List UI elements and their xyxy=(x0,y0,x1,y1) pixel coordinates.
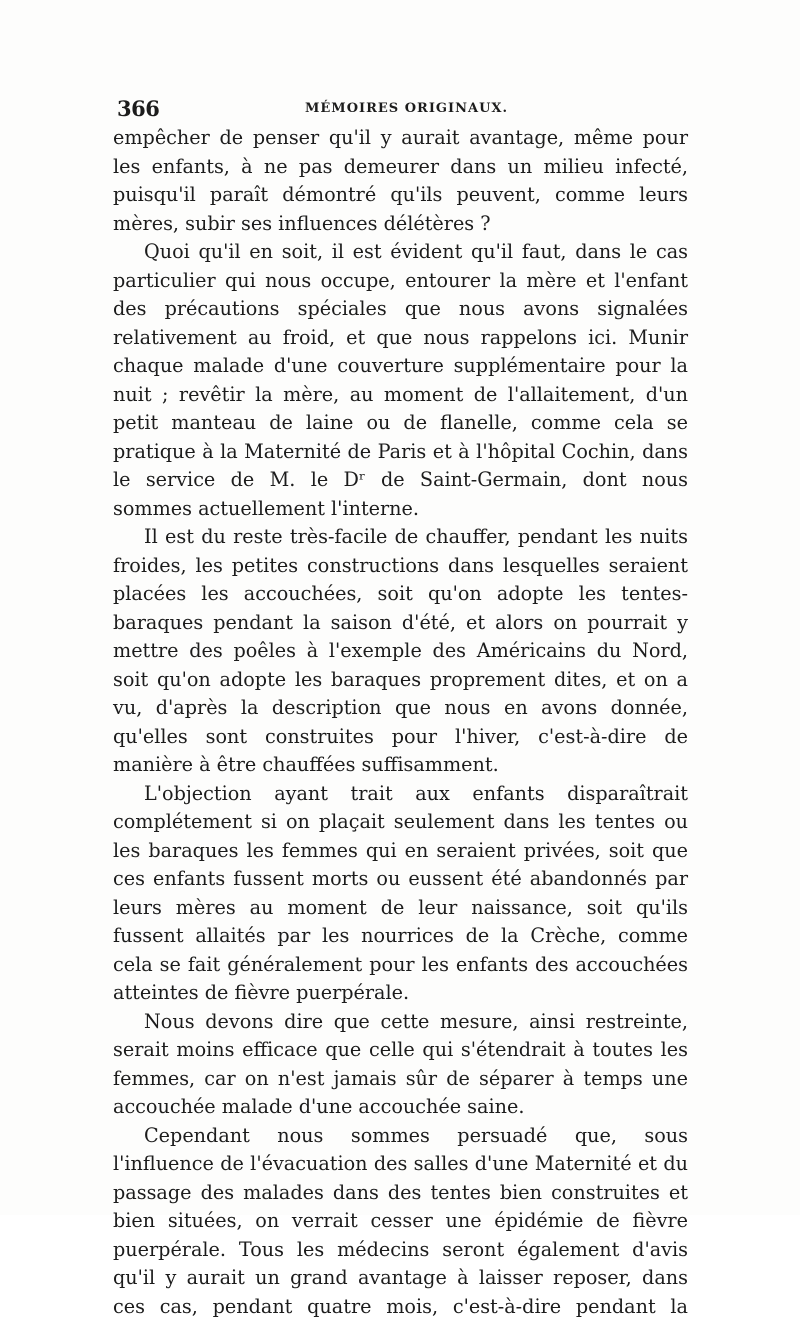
paragraph: L'objection ayant trait aux enfants disparaîtrait complétement si on plaçait seulement dans les tentes ou les baraques les femmes qui en seraient privées, soit que ces enfants fussent morts ou eussent été abandonnés par leurs mères au moment de leur naissance, soit qu'ils fussent allaités par les nourrices de la Crèche, comme cela se fait généralement pour les enfants des accouchées atteintes de fièvre puerpérale. xyxy=(113,780,688,1008)
paragraph: Nous devons dire que cette mesure, ainsi restreinte, serait moins efficace que celle qui s'étendrait à toutes les femmes, car on n'est jamais sûr de séparer à temps une accouchée malade d'une accouchée saine. xyxy=(113,1008,688,1122)
page-number: 366 xyxy=(117,96,159,121)
running-head xyxy=(117,96,687,124)
body-text xyxy=(113,124,688,1321)
paragraph: Quoi qu'il en soit, il est évident qu'il faut, dans le cas particulier qui nous occupe, entourer la mère et l'enfant des précautions spéciales que nous avons signalées relativement au froid, et que nous rappelons ici. Munir chaque malade d'une couverture supplémentaire pour la nuit ; revêtir la mère, au moment de l'allaitement, d'un petit manteau de laine ou de flanelle, comme cela se pratique à la Maternité de Paris et à l'hôpital Cochin, dans le service de M. le Dʳ de Saint-Germain, dont nous sommes actuellement l'interne. xyxy=(113,238,688,523)
running-title: MÉMOIRES ORIGINAUX. xyxy=(305,101,508,116)
paragraph-continued: empêcher de penser qu'il y aurait avantage, même pour les enfants, à ne pas demeurer dans un milieu infecté, puisqu'il paraît démontré qu'ils peuvent, comme leurs mères, subir ses influences délétères ? xyxy=(113,124,688,238)
paragraph-continues: Cependant nous sommes persuadé que, sous l'influence de l'évacuation des salles d'une Maternité et du passage des malades dans des tentes bien construites et bien situées, on verrait cesser une épidémie de fièvre puerpérale. Tous les médecins seront également d'avis qu'il y aurait un grand avantage à laisser reposer, dans ces cas, pendant quatre mois, c'est-à-dire pendant la xyxy=(113,1122,688,1321)
paragraph: Il est du reste très-facile de chauffer, pendant les nuits froides, les petites constructions dans lesquelles seraient placées les accouchées, soit qu'on adopte les tentes-baraques pendant la saison d'été, et alors on pourrait y mettre des poêles à l'exemple des Américains du Nord, soit qu'on adopte les baraques proprement dites, et on a vu, d'après la description que nous en avons donnée, qu'elles sont construites pour l'hiver, c'est-à-dire de manière à être chauffées suffisamment. xyxy=(113,523,688,780)
